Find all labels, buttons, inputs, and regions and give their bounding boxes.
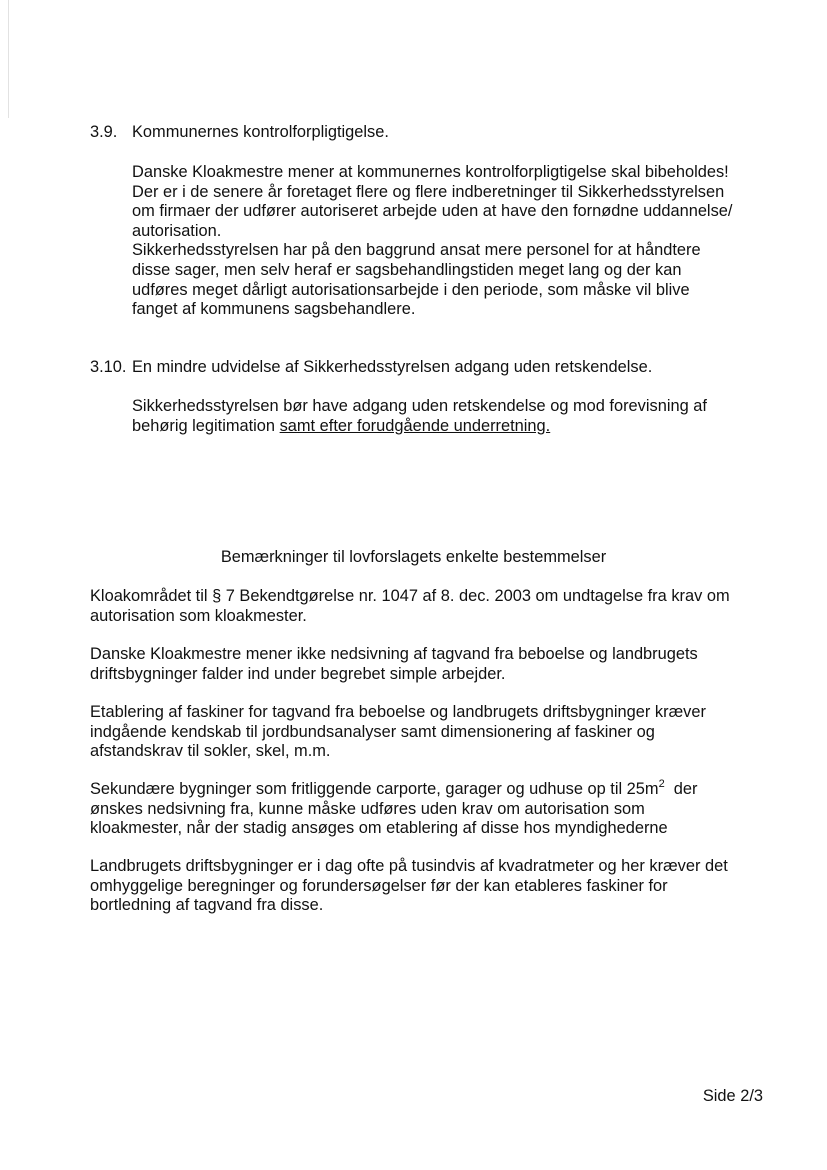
paragraph-line: autorisation som kloakmester. bbox=[90, 606, 307, 625]
remarks-paragraph-5 bbox=[90, 857, 780, 916]
scan-edge-line bbox=[8, 0, 9, 118]
paragraph-line: indgående kendskab til jordbundsanalyser samt dimensionering af faskiner og bbox=[90, 722, 655, 741]
paragraph-text: der bbox=[664, 780, 698, 798]
paragraph-text: Sekundære bygninger som fritliggende carporte, garager og udhuse op til 25m bbox=[90, 780, 659, 798]
paragraph-line: ønskes nedsivning fra, kunne måske udføres uden krav om autorisation som bbox=[90, 799, 645, 818]
paragraph-line: Danske Kloakmestre mener ikke nedsivning af tagvand fra beboelse og landbrugets bbox=[90, 645, 698, 663]
superscript: 2 bbox=[658, 778, 665, 790]
paragraph-line: driftsbygninger falder ind under begrebet simple arbejder. bbox=[90, 664, 506, 683]
remarks-heading: Bemærkninger til lovforslagets enkelte bestemmelser bbox=[220, 548, 607, 566]
remarks-paragraph-1 bbox=[90, 587, 780, 626]
paragraph-line: bortledning af tagvand fra disse. bbox=[90, 896, 324, 915]
paragraph-line: fanget af kommunens sagsbehandlere. bbox=[132, 300, 416, 319]
paragraph-text: behørig legitimation bbox=[132, 416, 280, 435]
paragraph-line: Kloakområdet til § 7 Bekendtgørelse nr. 1047 af 8. dec. 2003 om undtagelse fra krav om bbox=[90, 587, 730, 605]
paragraph-line bbox=[90, 780, 780, 800]
paragraph-line bbox=[132, 417, 792, 437]
section-number: 3.10. bbox=[90, 358, 127, 376]
section-3-9-paragraph bbox=[132, 163, 792, 320]
remarks-paragraph-2 bbox=[90, 645, 780, 684]
paragraph-line: Danske Kloakmestre mener at kommunernes kontrolforpligtigelse skal bibeholdes! bbox=[132, 163, 729, 181]
paragraph-line: omhyggelige beregninger og forundersøgelser før der kan etableres faskiner for bbox=[90, 876, 668, 895]
paragraph-line: Landbrugets driftsbygninger er i dag ofte på tusindvis af kvadratmeter og her kræver det bbox=[90, 857, 728, 875]
paragraph-line: afstandskrav til sokler, skel, m.m. bbox=[90, 742, 331, 761]
paragraph-line: kloakmester, når der stadig ansøges om etablering af disse hos myndighederne bbox=[90, 819, 668, 838]
page-number: Side 2/3 bbox=[702, 1087, 763, 1105]
section-title: Kommunernes kontrolforpligtigelse. bbox=[132, 123, 389, 141]
paragraph-line: Sikkerhedsstyrelsen bør have adgang uden retskendelse og mod forevisning af bbox=[132, 397, 707, 415]
paragraph-line: autorisation. bbox=[132, 221, 222, 240]
remarks-paragraph-3 bbox=[90, 703, 780, 762]
paragraph-line: udføres meget dårligt autorisationsarbejde i den periode, som måske vil blive bbox=[132, 280, 690, 299]
paragraph-line: om firmaer der udfører autoriseret arbejde uden at have den fornødne uddannelse/ bbox=[132, 202, 733, 221]
paragraph-line: disse sager, men selv heraf er sagsbehandlingstiden meget lang og der kan bbox=[132, 260, 682, 279]
paragraph-line: Der er i de senere år foretaget flere og flere indberetninger til Sikkerhedsstyrelsen bbox=[132, 182, 725, 201]
section-3-10-paragraph bbox=[132, 397, 792, 436]
section-number: 3.9. bbox=[90, 123, 118, 141]
underlined-text: samt efter forudgående underretning. bbox=[279, 416, 551, 435]
paragraph-line: Sikkerhedsstyrelsen har på den baggrund ansat mere personel for at håndtere bbox=[132, 241, 701, 260]
paragraph-line: Etablering af faskiner for tagvand fra beboelse og landbrugets driftsbygninger kræver bbox=[90, 703, 706, 721]
remarks-paragraph-4 bbox=[90, 780, 780, 839]
section-title: En mindre udvidelse af Sikkerhedsstyrelsen adgang uden retskendelse. bbox=[132, 358, 653, 376]
